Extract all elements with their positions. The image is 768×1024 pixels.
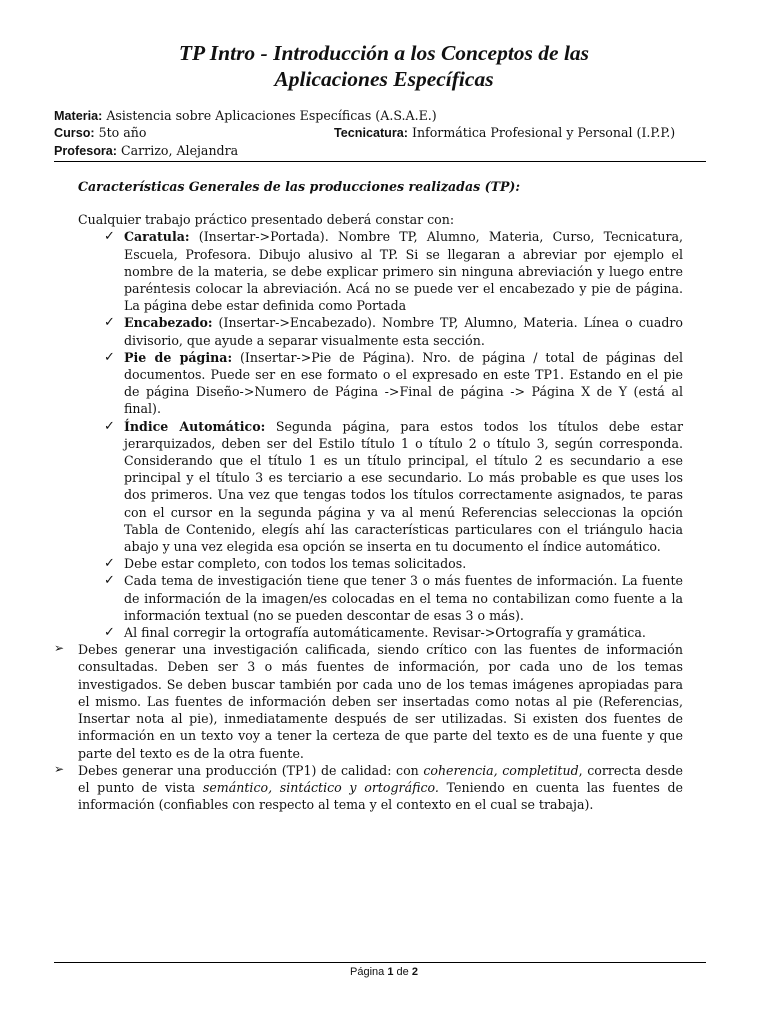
checkmark-icon: ✓ <box>104 229 115 245</box>
checklist <box>78 228 683 641</box>
checkmark-icon: ✓ <box>104 315 115 331</box>
materia-label: Materia: <box>54 109 103 123</box>
curso-value: 5to año <box>98 125 147 140</box>
arrow-bullet-icon: ➢ <box>54 761 65 776</box>
page-total: 2 <box>411 966 418 978</box>
section-title: Características Generales de las producciones realizadas (TP): <box>78 179 521 194</box>
list-item: ✓ Al final corregir la ortografía automáticamente. Revisar->Ortografía y gramática. <box>104 625 646 641</box>
profesora-label: Profesora: <box>54 144 117 158</box>
list-item: ✓ Encabezado: (Insertar->Encabezado). Nombre TP, Alumno, Materia. Línea o cuadro divisorio, que ayude a separar visualmente esta sección. <box>104 315 683 348</box>
intro-text: Cualquier trabajo práctico presentado deberá constar con: <box>78 212 455 228</box>
list-item: ✓ Caratula: (Insertar->Portada). Nombre TP, Alumno, Materia, Curso, Tecnicatura, Escuela, Profesora. Dibujo alusivo al TP. Si se llegaran a abreviar por ejemplo el nombre de la materia, se debe explicar primero sin ninguna abreviación y luego entre paréntesis colocar la abreviación. Acá no se puede ver el encabezado y pie de página. La página debe estar definida como Portada <box>104 229 683 314</box>
header-divider <box>54 161 706 162</box>
list-item: ➢ Debes generar una investigación calificada, siendo crítico con las fuentes de información consultadas. Deben ser 3 o más fuentes de información, por cada uno de los temas investigados. Se deben buscar también por cada uno de los temas imágenes apropiadas para el mismo. Las fuentes de información deben ser insertadas como notas al pie (Referencias, Insertar nota al pie), inmediatamente después de ser utilizadas. Si existen dos fuentes de información en un texto voy a tener la certeza de que parte del texto es de una fuente y que parte del texto es de la otra fuente. <box>54 641 683 761</box>
header-curso-row <box>54 125 714 141</box>
list-item: ➢ Debes generar una producción (TP1) de calidad: con coherencia, completitud, correcta desde el punto de vista semántico, sintáctico y ortográfico. Teniendo en cuenta las fuentes de información (confiables con respecto al tema y el contexto en el cual se trabaja). <box>54 761 683 813</box>
checkmark-icon: ✓ <box>104 573 115 589</box>
title-line-2: Aplicaciones Específicas <box>274 67 494 91</box>
list-item: ✓ Índice Automático: Segunda página, para estos todos los títulos debe estar jerarquizados, deben ser del Estilo título 1 o título 2 o título 3, según corresponda. Considerando que el título 1 es un título principal, el título 2 es secundario a ese principal y el título 3 es terciario a ese secundario. Lo más probable es que uses los dos primeros. Una vez que tengas todos los títulos correctamente asignados, te paras con el cursor en la segunda página y va al menú Referencias seleccionas la opción Tabla de Contenido, elegís ahí las características particulares con el triángulo hacia abajo y una vez elegida esa opción se inserta en tu documento el índice automático. <box>104 418 683 555</box>
header-tecnicatura <box>334 125 675 141</box>
page-number: 1 <box>387 966 394 978</box>
checkmark-icon: ✓ <box>104 418 115 434</box>
checkmark-icon: ✓ <box>104 625 115 641</box>
tecnicatura-value: Informática Profesional y Personal (I.P.P.) <box>411 125 676 140</box>
materia-value: Asistencia sobre Aplicaciones Específicas (A.S.A.E.) <box>106 108 437 123</box>
page-footer: Página 1 de 2 <box>350 966 418 978</box>
list-item: ✓ Cada tema de investigación tiene que tener 3 o más fuentes de información. La fuente de información de la imagen/es colocadas en el tema no contabilizan como fuente a la información textual (no se pueden descontar de esas 3 o más). <box>104 573 683 623</box>
arrow-list <box>54 641 683 813</box>
header-profesora <box>54 143 714 159</box>
header-materia <box>54 108 714 124</box>
checkmark-icon: ✓ <box>104 556 115 572</box>
arrow-bullet-icon: ➢ <box>54 641 65 656</box>
profesora-value: Carrizo, Alejandra <box>121 143 239 158</box>
list-item: ✓ Debe estar completo, con todos los temas solicitados. <box>104 556 467 572</box>
checkmark-icon: ✓ <box>104 349 115 365</box>
document-title <box>0 40 768 92</box>
footer-divider <box>54 962 706 963</box>
tecnicatura-label: Tecnicatura: <box>334 126 408 140</box>
curso-label: Curso: <box>54 126 95 140</box>
title-line-1: TP Intro - Introducción a los Conceptos de las <box>178 41 590 65</box>
list-item: ✓ Pie de página: (Insertar->Pie de Página). Nro. de página / total de páginas del documentos. Puede ser en ese formato o el expresado en este TP1. Estando en el pie de página Diseño->Numero de Página ->Final de página -> Página X de Y (está al final). <box>104 349 683 417</box>
main-content <box>54 178 683 813</box>
